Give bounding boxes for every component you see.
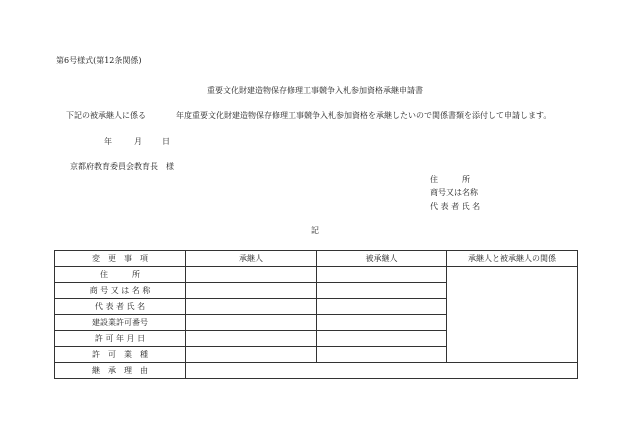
relationship-cell[interactable] [447, 267, 578, 363]
form-number-label: 第6号様式(第12条関係) [56, 56, 142, 65]
predecessor-trade-name-cell[interactable] [317, 283, 447, 299]
date-day-label: 日 [162, 137, 170, 146]
applicant-address-label: 住 所 [430, 175, 470, 184]
successor-license-date-cell[interactable] [186, 331, 317, 347]
row-label-address: 住 所 [55, 267, 186, 283]
predecessor-address-cell[interactable] [317, 267, 447, 283]
predecessor-license-number-cell[interactable] [317, 315, 447, 331]
row-label-trade-name: 商 号 又 は 名 称 [55, 283, 186, 299]
date-year-label: 年 [104, 137, 112, 146]
date-line [104, 138, 170, 146]
note-heading: 記 [311, 226, 319, 235]
successor-representative-cell[interactable] [186, 299, 317, 315]
date-month-label: 月 [134, 137, 142, 146]
header-predecessor: 被承継人 [317, 251, 447, 267]
predecessor-license-type-cell[interactable] [317, 347, 447, 363]
successor-license-number-cell[interactable] [186, 315, 317, 331]
addressee: 京都府教育委員会教育長 様 [70, 162, 174, 171]
successor-address-cell[interactable] [186, 267, 317, 283]
successor-license-type-cell[interactable] [186, 347, 317, 363]
row-label-license-date: 許 可 年 月 日 [55, 331, 186, 347]
table-header-row [55, 251, 578, 267]
row-label-representative: 代 表 者 氏 名 [55, 299, 186, 315]
row-label-license-number: 建設業許可番号 [55, 315, 186, 331]
body-text-prefix: 下記の被承継人に係る [66, 111, 146, 120]
row-label-succession-reason: 継 承 理 由 [55, 363, 186, 379]
table-row [55, 267, 578, 283]
successor-trade-name-cell[interactable] [186, 283, 317, 299]
change-items-table [54, 250, 578, 379]
succession-reason-cell[interactable] [186, 363, 578, 379]
header-successor: 承継人 [186, 251, 317, 267]
row-label-license-type: 許 可 業 種 [55, 347, 186, 363]
table-row [55, 363, 578, 379]
header-relationship: 承継人と被承継人の関係 [447, 251, 578, 267]
predecessor-representative-cell[interactable] [317, 299, 447, 315]
applicant-trade-name-label: 商号又は名称 [430, 188, 478, 197]
predecessor-license-date-cell[interactable] [317, 331, 447, 347]
body-text-suffix: 年度重要文化財建造物保存修理工事競争入札参加資格を承継したいので関係書類を添付して申請します。 [176, 111, 552, 120]
header-change-items: 変 更 事 項 [55, 251, 186, 267]
document-title: 重要文化財建造物保存修理工事競争入札参加資格承継申請書 [207, 86, 423, 95]
applicant-representative-label: 代 表 者 氏 名 [430, 202, 481, 211]
